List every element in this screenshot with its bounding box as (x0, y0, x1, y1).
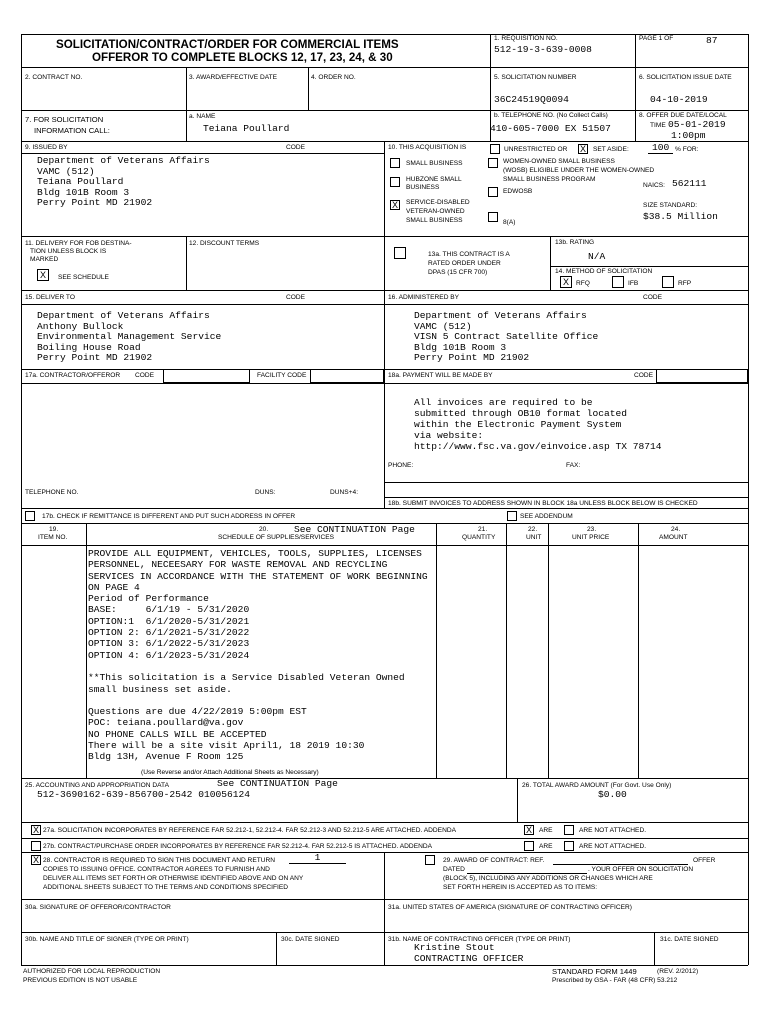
col-unit-price-num: 23. (587, 526, 597, 533)
rfq-checkbox[interactable]: X (560, 276, 572, 288)
delivery-fob-label: TION UNLESS BLOCK IS (30, 248, 107, 255)
address-line: Department of Veterans Affairs (37, 155, 210, 166)
clause-29-text: . YOUR OFFER ON SOLICITATION (588, 866, 694, 873)
form-title: SOLICITATION/CONTRACT/ORDER FOR COMMERCIAL ITEMS (56, 38, 399, 51)
col-item-num: 19. (49, 526, 59, 533)
ifb-checkbox[interactable] (612, 276, 624, 288)
description-line: ON PAGE 4 (88, 581, 140, 593)
rated-order-label: DPAS (15 CFR 700) (428, 269, 488, 276)
solicitation-method-label: 14. METHOD OF SOLICITATION (555, 268, 653, 275)
order-number-label: 4. ORDER NO. (311, 74, 356, 81)
naics-label: NAICS: (643, 182, 665, 189)
instruction-line: submitted through OB10 format located (414, 408, 628, 419)
payment-code-field[interactable] (656, 369, 748, 383)
hubzone-label: HUBZONE SMALL (406, 176, 462, 183)
27a-are-not-checkbox[interactable] (564, 825, 574, 835)
27a-are-checkbox[interactable]: X (525, 825, 532, 835)
address-line: Perry Point MD 21902 (37, 352, 153, 364)
payment-code-label: CODE (634, 372, 654, 379)
edwosb-label: EDWOSB (503, 188, 533, 195)
see-schedule-label: SEE SCHEDULE (58, 274, 109, 281)
description-line: OPTION 4: 6/1/2023-5/31/2024 (88, 649, 250, 661)
rated-order-label: RATED ORDER UNDER (428, 260, 501, 267)
officer-date-label: 31c. DATE SIGNED (660, 936, 719, 943)
description-line: Bldg 13H, Avenue F Room 125 (88, 751, 244, 763)
contact-phone[interactable]: 410-605-7000 EX 51507 (490, 123, 611, 134)
page-count: 87 (706, 35, 718, 46)
col-quantity-num: 21. (478, 526, 488, 533)
description-line: BASE: 6/1/19 - 5/31/2020 (88, 604, 250, 616)
solicitation-number-label: 5. SOLICITATION NUMBER (494, 74, 577, 81)
instruction-line: via website: (414, 430, 484, 441)
address-line: Perry Point MD 21902 (414, 352, 530, 364)
sdvosb-label: SMALL BUSINESS (406, 217, 463, 224)
info-call-label: 7. FOR SOLICITATION (25, 115, 104, 124)
form-subtitle: OFFEROR TO COMPLETE BLOCKS 12, 17, 23, 24, & 30 (92, 51, 393, 64)
delivery-fob-label: 11. DELIVERY FOR FOB DESTINA- (25, 240, 132, 247)
deliver-to-address (37, 311, 221, 364)
footer-reproduction-note: AUTHORIZED FOR LOCAL REPRODUCTION (23, 968, 161, 975)
small-business-checkbox[interactable] (390, 158, 400, 168)
signer-name-label: 30b. NAME AND TITLE OF SIGNER (TYPE OR PRINT) (25, 936, 189, 943)
clause-29-checkbox[interactable] (425, 855, 435, 865)
wosb-label: SMALL BUSINESS PROGRAM (503, 176, 596, 183)
set-aside-percent[interactable]: 100 (648, 143, 673, 154)
rfp-label: RFP (678, 280, 692, 287)
officer-title[interactable]: CONTRACTING OFFICER (414, 953, 524, 964)
27b-are-not-label: ARE NOT ATTACHED. (579, 843, 647, 850)
address-line: Bldg 101B Room 3 (37, 186, 130, 198)
issue-date-label: 6. SOLICITATION ISSUE DATE (639, 74, 732, 81)
clause-28-text: ADDITIONAL SHEETS SUBJECT TO THE TERMS AND CONDITIONS SPECIFIED (43, 884, 288, 891)
clause-27b-checkbox[interactable] (31, 841, 41, 851)
issue-date[interactable]: 04-10-2019 (650, 94, 708, 105)
set-aside-checkbox[interactable]: X (579, 144, 586, 154)
27b-are-label: ARE (539, 843, 553, 850)
27b-are-checkbox[interactable] (524, 841, 534, 851)
sdvosb-label: SERVICE-DISABLED (406, 199, 470, 206)
offer-label: OFFER (693, 857, 716, 864)
issued-by-address (37, 156, 210, 209)
clause-28-text: COPIES TO ISSUING OFFICE. CONTRACTOR AGREES TO FURNISH AND (43, 866, 270, 873)
submit-invoices-label: 18b. SUBMIT INVOICES TO ADDRESS SHOWN IN BLOCK 18a UNLESS BLOCK BELOW IS CHECKED (388, 500, 698, 507)
clause-29-text: (BLOCK 5), INCLUDING ANY ADDITIONS OR CHANGES WHICH ARE (443, 875, 653, 882)
col-unit: UNIT (526, 534, 542, 541)
col-amount: AMOUNT (659, 534, 688, 541)
administered-by-code-label: CODE (643, 294, 663, 301)
description-line: NO PHONE CALLS WILL BE ACCEPTED (88, 728, 267, 740)
col-amount-num: 24. (671, 526, 681, 533)
address-line: VISN 5 Contract Satellite Office (414, 331, 599, 343)
address-line: Anthony Bullock (37, 320, 124, 332)
size-standard[interactable]: $38.5 Million (643, 211, 718, 222)
info-call-label-2: INFORMATION CALL: (34, 126, 110, 135)
contractor-code-label: CODE (135, 372, 155, 379)
page-label: PAGE 1 OF (639, 35, 674, 42)
payment-instructions (414, 398, 662, 453)
col-unit-price: UNIT PRICE (572, 534, 610, 541)
address-line: Boiling House Road (37, 341, 141, 353)
form-number: STANDARD FORM 1449 (552, 967, 637, 976)
col-schedule-note: See CONTINUATION Page (294, 524, 415, 535)
telephone-label: b. TELEPHONE NO. (No Collect Calls) (494, 112, 608, 119)
edwosb-checkbox[interactable] (488, 187, 498, 197)
description-line: SERVICES IN ACCORDANCE WITH THE STATEMENT OF WORK BEGINNING (88, 570, 428, 582)
address-line: Department of Veterans Affairs (37, 310, 210, 321)
27a-are-label: ARE (539, 827, 553, 834)
rfq-label: RFQ (576, 280, 590, 287)
address-line: Environmental Management Service (37, 331, 222, 343)
clause-29-text: DATED (443, 866, 465, 873)
col-item-no: ITEM NO. (38, 534, 68, 541)
address-line: VAMC (512) (37, 165, 95, 177)
instruction-line: http://www.fsc.va.gov/einvoice.asp TX 78714 (414, 441, 662, 452)
rating-value[interactable]: N/A (588, 251, 606, 262)
description-line: OPTION 2: 6/1/2021-5/31/2022 (88, 627, 250, 639)
offer-due-time[interactable]: 1:00pm (671, 130, 706, 141)
address-line: Bldg 101B Room 3 (414, 341, 507, 353)
col-quantity: QUANTITY (462, 534, 496, 541)
hubzone-checkbox[interactable] (390, 177, 400, 187)
accounting-note: See CONTINUATION Page (217, 778, 338, 789)
sdvosb-checkbox[interactable]: X (391, 200, 398, 210)
schedule-description (88, 549, 428, 764)
copies-count[interactable]: 1 (289, 853, 346, 864)
duns4-label: DUNS+4: (330, 489, 359, 496)
deliver-to-code-label: CODE (286, 294, 306, 301)
instruction-line: All invoices are required to be (414, 397, 593, 408)
description-line: **This solicitation is a Service Disabled Veteran Owned (88, 672, 405, 684)
remittance-label: 17b. CHECK IF REMITTANCE IS DIFFERENT AND PUT SUCH ADDRESS IN OFFER (42, 513, 296, 520)
issued-by-label: 9. ISSUED BY (25, 144, 68, 151)
description-line: Questions are due 4/22/2019 5:00pm EST (88, 706, 307, 718)
unrestricted-checkbox[interactable] (490, 144, 500, 154)
administered-by-label: 16. ADMINISTERED BY (388, 294, 460, 301)
27b-are-not-checkbox[interactable] (564, 841, 574, 851)
description-line: OPTION:1 6/1/2020-5/31/2021 (88, 615, 250, 627)
contract-number-label: 2. CONTRACT NO. (25, 74, 83, 81)
remittance-checkbox[interactable] (25, 511, 35, 521)
accounting-data[interactable]: 512-3690162-639-856700-2542 010056124 (37, 789, 251, 800)
address-line: Department of Veterans Affairs (414, 310, 587, 321)
footer-edition-note: PREVIOUS EDITION IS NOT USABLE (23, 977, 138, 984)
col-unit-num: 22. (528, 526, 538, 533)
form-prescribed: Prescribed by GSA - FAR (48 CFR) 53.212 (552, 977, 678, 984)
description-line: POC: teiana.poullard@va.gov (88, 717, 244, 729)
clause-28-text: 28. CONTRACTOR IS REQUIRED TO SIGN THIS DOCUMENT AND RETURN (43, 857, 276, 864)
unrestricted-label: UNRESTRICTED OR (504, 146, 568, 153)
signer-date-label: 30c. DATE SIGNED (281, 936, 340, 943)
sdvosb-label: VETERAN-OWNED (406, 208, 465, 215)
total-award-amount[interactable]: $0.00 (598, 789, 627, 800)
clause-29-text: 29. AWARD OF CONTRACT: REF. (443, 857, 545, 864)
clause-28-text: DELIVER ALL ITEMS SET FORTH OR OTHERWISE IDENTIFIED ABOVE AND ON ANY (43, 875, 304, 882)
clause-27a-text: 27a. SOLICITATION INCORPORATES BY REFERENCE FAR 52.212-1, 52.212-4. FAR 52.212-3 AND 52.212-5 ARE ATTACHED. ADDENDA (43, 827, 456, 834)
addendum-label: SEE ADDENDUM (520, 513, 573, 520)
rfp-checkbox[interactable] (662, 276, 674, 288)
clause-28-checkbox[interactable]: X (32, 855, 39, 865)
requisition-number[interactable]: 512-19-3-639-0008 (494, 44, 592, 55)
reverse-note: (Use Reverse and/or Attach Additional Sheets as Necessary) (141, 769, 319, 776)
officer-name[interactable]: Kristine Stout (414, 942, 495, 953)
solicitation-number[interactable]: 36C24519Q0094 (494, 94, 569, 105)
award-date-label: 3. AWARD/EFFECTIVE DATE (189, 74, 278, 81)
clause-27a-checkbox[interactable]: X (32, 825, 39, 835)
offer-dated-field[interactable] (467, 873, 587, 874)
small-business-label: SMALL BUSINESS (406, 160, 463, 167)
description-line: OPTION 3: 6/1/2022-5/31/2023 (88, 638, 250, 650)
description-line: There will be a site visit April1, 18 2019 10:30 (88, 740, 365, 752)
address-line: VAMC (512) (414, 320, 472, 332)
instruction-line: within the Electronic Payment System (414, 419, 622, 430)
rating-label: 13b. RATING (555, 239, 595, 246)
telephone-label: TELEPHONE NO. (25, 489, 79, 496)
eight-a-label: 8(A) (503, 219, 516, 226)
duns-label: DUNS: (255, 489, 276, 496)
phone-label: PHONE: (388, 462, 414, 469)
requisition-label: 1. REQUISITION NO. (494, 35, 558, 42)
naics-code[interactable]: 562111 (672, 178, 707, 189)
contractor-label: 17a. CONTRACTOR/OFFEROR (25, 372, 121, 379)
officer-name-label: 31b. NAME OF CONTRACTING OFFICER (TYPE OR PRINT) (388, 936, 571, 943)
description-line: Period of Performance (88, 593, 209, 605)
wosb-label: (WOSB) ELIGIBLE UNDER THE WOMEN-OWNED (503, 167, 655, 174)
size-standard-label: SIZE STANDARD: (643, 202, 698, 209)
contractor-code-field[interactable] (163, 369, 250, 383)
offeror-signature-label: 30a. SIGNATURE OF OFFEROR/CONTRACTOR (25, 904, 171, 911)
facility-code-field[interactable] (310, 369, 384, 383)
officer-signature-label: 31a. UNITED STATES OF AMERICA (SIGNATURE OF CONTRACTING OFFICER) (388, 904, 632, 911)
col-schedule: SCHEDULE OF SUPPLIES/SERVICES (218, 534, 335, 541)
address-line: Teiana Poullard (37, 176, 124, 188)
address-line: Perry Point MD 21902 (37, 197, 153, 209)
delivery-fob-label: MARKED (30, 256, 59, 263)
offer-due-label: 8. OFFER DUE DATE/LOCAL (639, 112, 727, 119)
wosb-label: WOMEN-OWNED SMALL BUSINESS (503, 158, 615, 165)
description-line: PROVIDE ALL EQUIPMENT, VEHICLES, TOOLS, SUPPLIES, LICENSES (88, 548, 422, 559)
percent-for-label: % FOR: (675, 146, 699, 153)
offer-due-date[interactable]: 05-01-2019 (668, 119, 726, 130)
see-schedule-checkbox[interactable]: X (37, 269, 49, 281)
fax-label: FAX: (566, 462, 581, 469)
clause-27b-text: 27b. CONTRACT/PURCHASE ORDER INCORPORATES BY REFERENCE FAR 52.212-4. FAR 52.212-5 IS ATTACHED. ADDENDA (43, 843, 433, 850)
description-line: PERSONNEL, NECEESARY FOR WASTE REMOVAL AND RECYCLING (88, 559, 388, 571)
total-award-label: 26. TOTAL AWARD AMOUNT (For Govt. Use Only) (522, 782, 672, 789)
ifb-label: IFB (628, 280, 639, 287)
hubzone-label: BUSINESS (406, 184, 440, 191)
col-schedule-num: 20. (259, 526, 269, 533)
administered-by-address (414, 311, 598, 364)
name-label: a. NAME (189, 113, 216, 120)
wosb-checkbox[interactable] (488, 158, 498, 168)
eight-a-checkbox[interactable] (488, 212, 498, 222)
time-label: TIME (650, 122, 666, 129)
rated-order-checkbox[interactable] (394, 247, 406, 259)
form-revision: (REV. 2/2012) (657, 968, 699, 975)
accounting-label: 25. ACCOUNTING AND APPROPRIATION DATA (25, 782, 169, 789)
payment-label: 18a. PAYMENT WILL BE MADE BY (388, 372, 493, 379)
deliver-to-label: 15. DELIVER TO (25, 294, 75, 301)
clause-29-text: SET FORTH HEREIN IS ACCEPTED AS TO ITEMS: (443, 884, 598, 891)
addendum-checkbox[interactable] (507, 511, 517, 521)
issued-by-code-label: CODE (286, 144, 306, 151)
set-aside-label: SET ASIDE: (593, 146, 629, 153)
description-line: small business set aside. (88, 683, 232, 695)
facility-code-label: FACILITY CODE (257, 372, 307, 379)
acquisition-label: 10. THIS ACQUISITION IS (388, 144, 467, 151)
contact-name[interactable]: Teiana Poullard (203, 123, 290, 134)
discount-terms-label: 12. DISCOUNT TERMS (189, 240, 260, 247)
27a-are-not-label: ARE NOT ATTACHED. (579, 827, 647, 834)
rated-order-label: 13a. THIS CONTRACT IS A (428, 251, 510, 258)
award-ref-field[interactable] (553, 864, 688, 865)
